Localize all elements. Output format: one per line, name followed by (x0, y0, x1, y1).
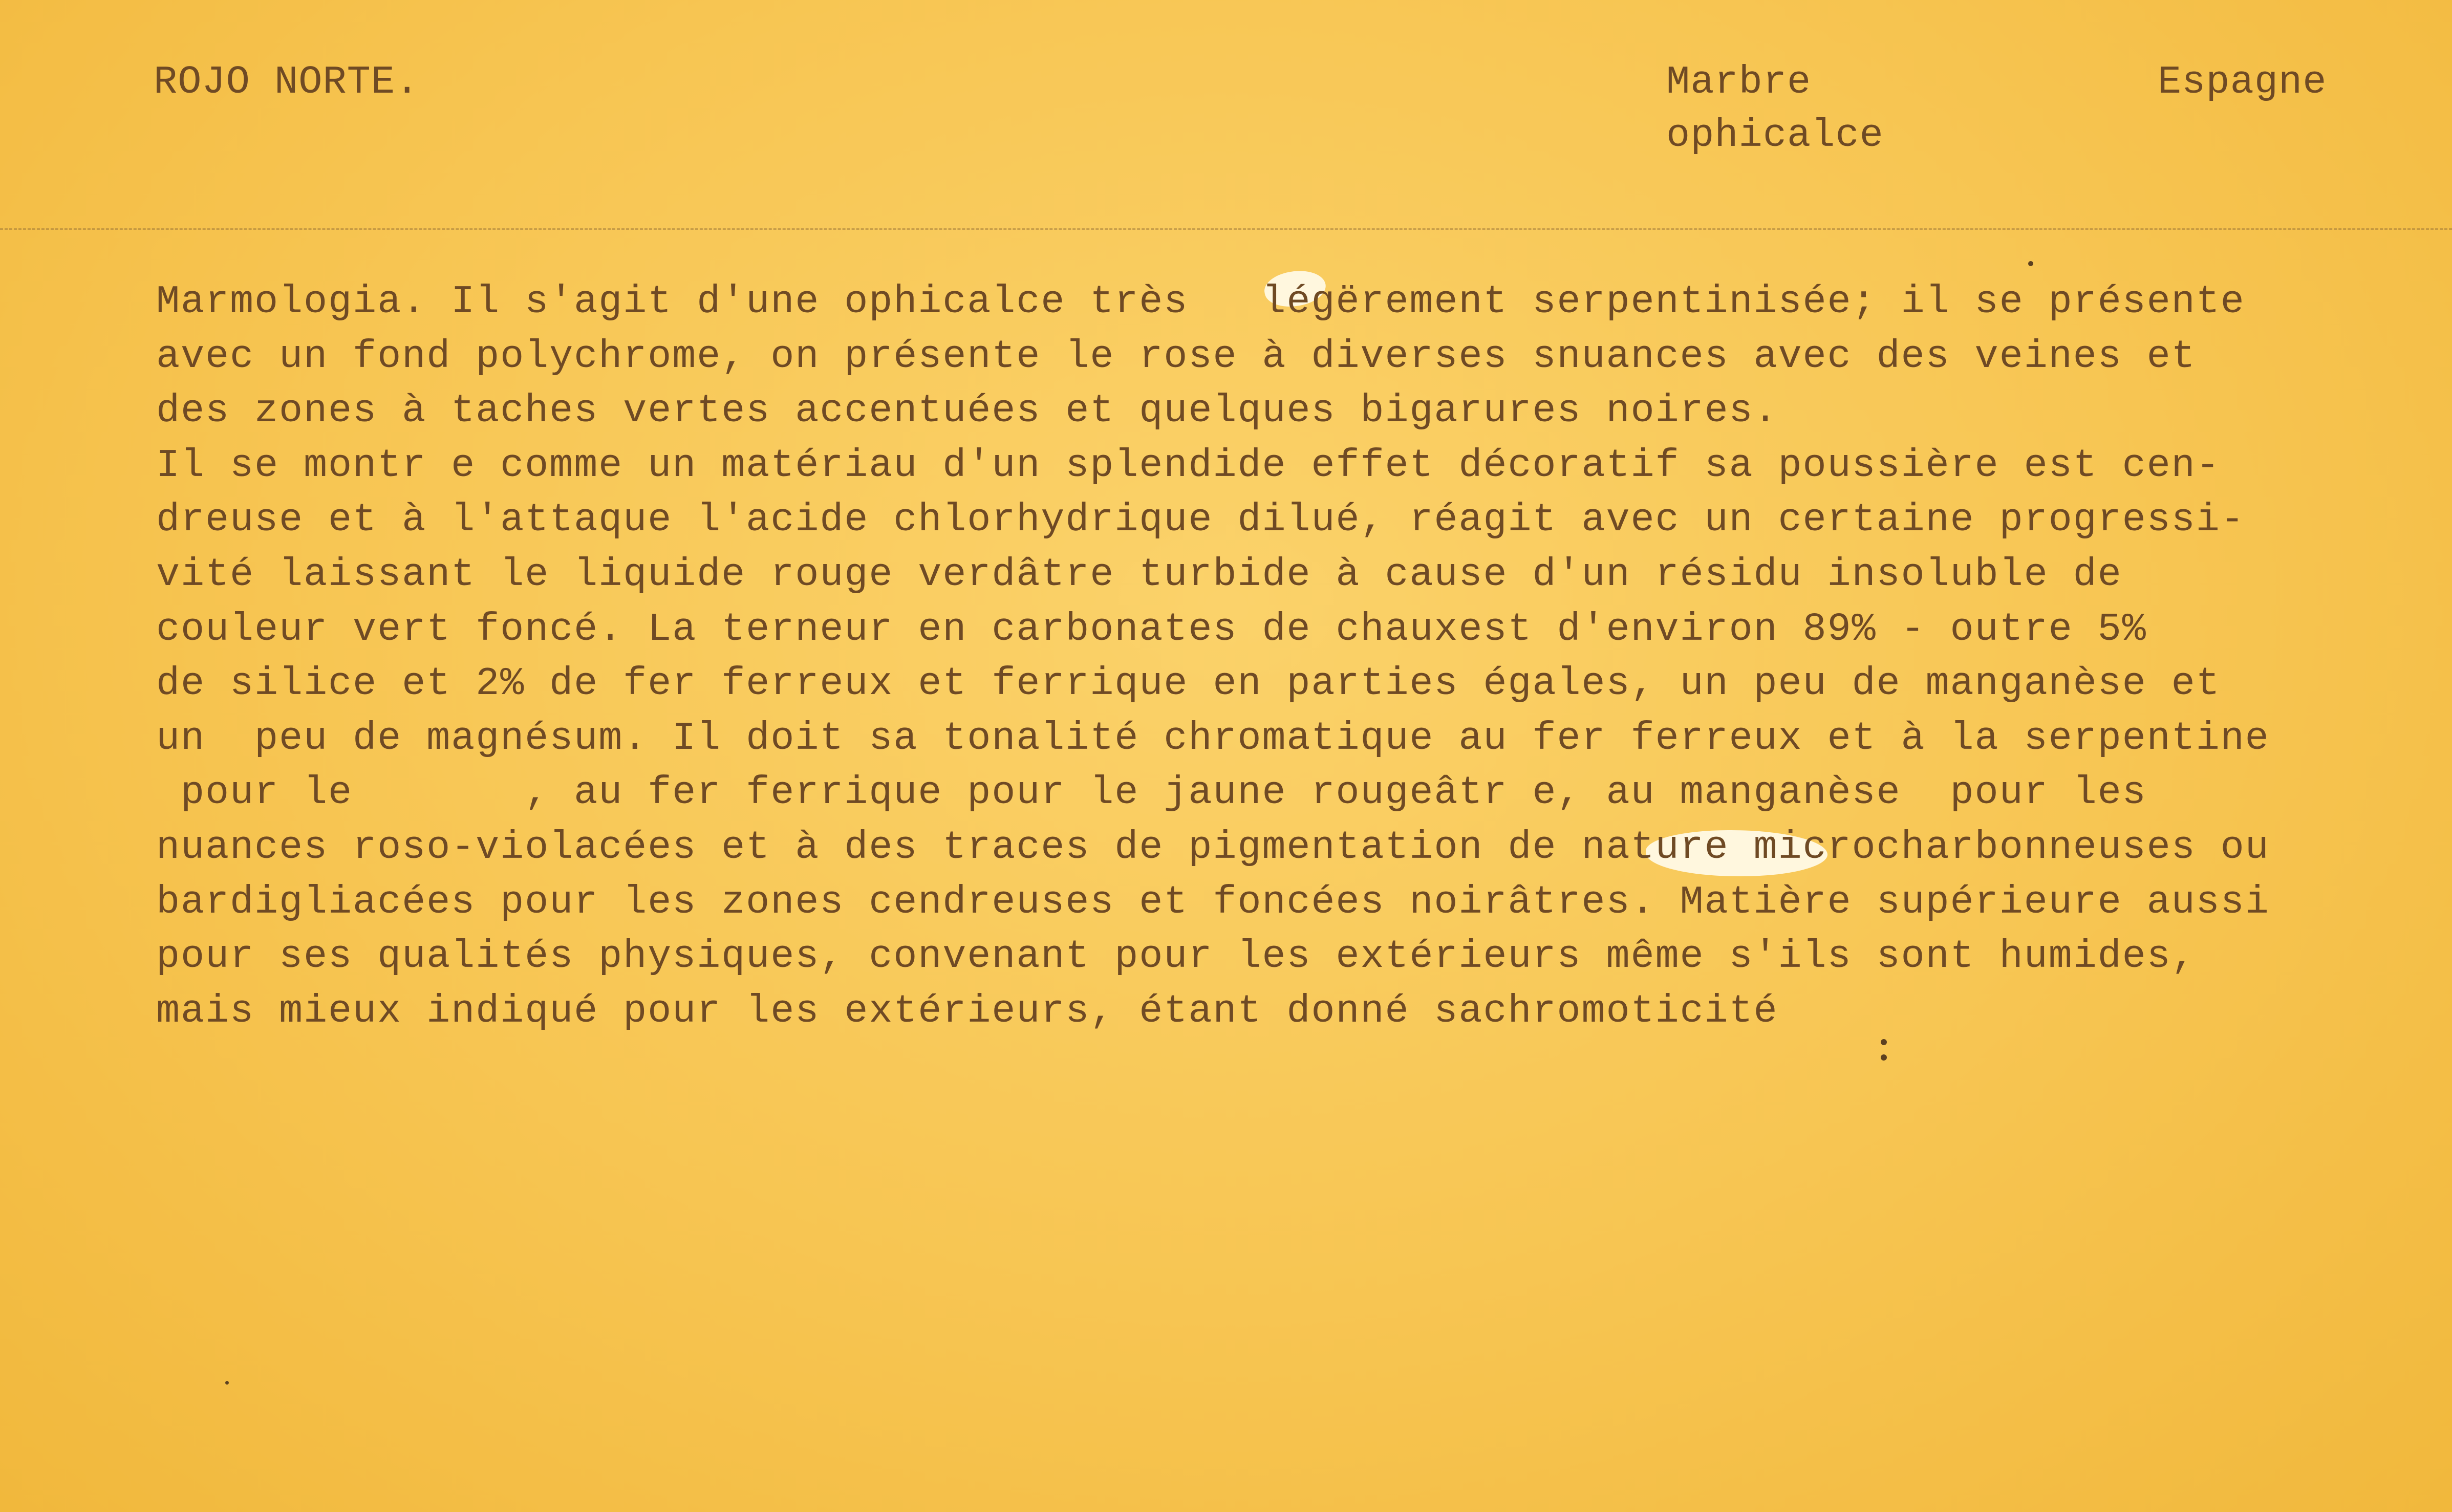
stone-class-line-1: Marbre (1666, 60, 1812, 105)
ink-speck (2028, 261, 2033, 266)
description-line: nuances roso-violacées et à des traces de pigmentation de nature microcharbonneuses ou (156, 825, 2270, 870)
description-line: avec un fond polychrome, on présente le rose à diverses snuances avec des veines et (156, 334, 2196, 379)
description-line: mais mieux indiqué pour les extérieurs, étant donné sachromoticité (156, 989, 1778, 1034)
description-line: dreuse et à l'attaque l'acide chlorhydrique dilué, réagit avec un certaine progressi- (156, 498, 2245, 543)
stone-name-title: ROJO NORTE. (154, 60, 420, 105)
ink-speck (225, 1381, 229, 1385)
description-line: pour le , au fer ferrique pour le jaune rougeâtr e, au manganèse pour les (156, 771, 2147, 816)
description-line: vité laissant le liquide rouge verdâtre turbide à cause d'un résidu insoluble de (156, 552, 2122, 597)
description-line: couleur vert foncé. La terneur en carbonates de chauxest d'environ 89% - outre 5% (156, 607, 2147, 652)
country-of-origin: Espagne (2158, 60, 2327, 105)
description-body (156, 275, 2270, 1039)
description-line: de silice et 2% de fer ferreux et ferrique en parties égales, un peu de manganèse et (156, 662, 2221, 707)
description-line: Marmologia. Il s'agit d'une ophicalce très légërement serpentinisée; il se présente (156, 280, 2245, 325)
description-line: des zones à taches vertes accentuées et quelques bigarures noires. (156, 389, 1778, 434)
ink-speck (1881, 1039, 1887, 1045)
description-line: un peu de magnésum. Il doit sa tonalité chromatique au fer ferreux et à la serpentine (156, 716, 2270, 761)
stone-class-line-2: ophicalce (1666, 114, 1884, 158)
description-line: pour ses qualités physiques, convenant pour les extérieurs même s'ils sont humides, (156, 935, 2196, 980)
description-line: bardigliacées pour les zones cendreuses et foncées noirâtres. Matière supérieure aussi (156, 880, 2270, 925)
ink-speck (1881, 1054, 1887, 1061)
header-divider (0, 228, 2452, 230)
description-line: Il se montr e comme un matériau d'un splendide effet décoratif sa poussière est cen- (156, 443, 2221, 488)
